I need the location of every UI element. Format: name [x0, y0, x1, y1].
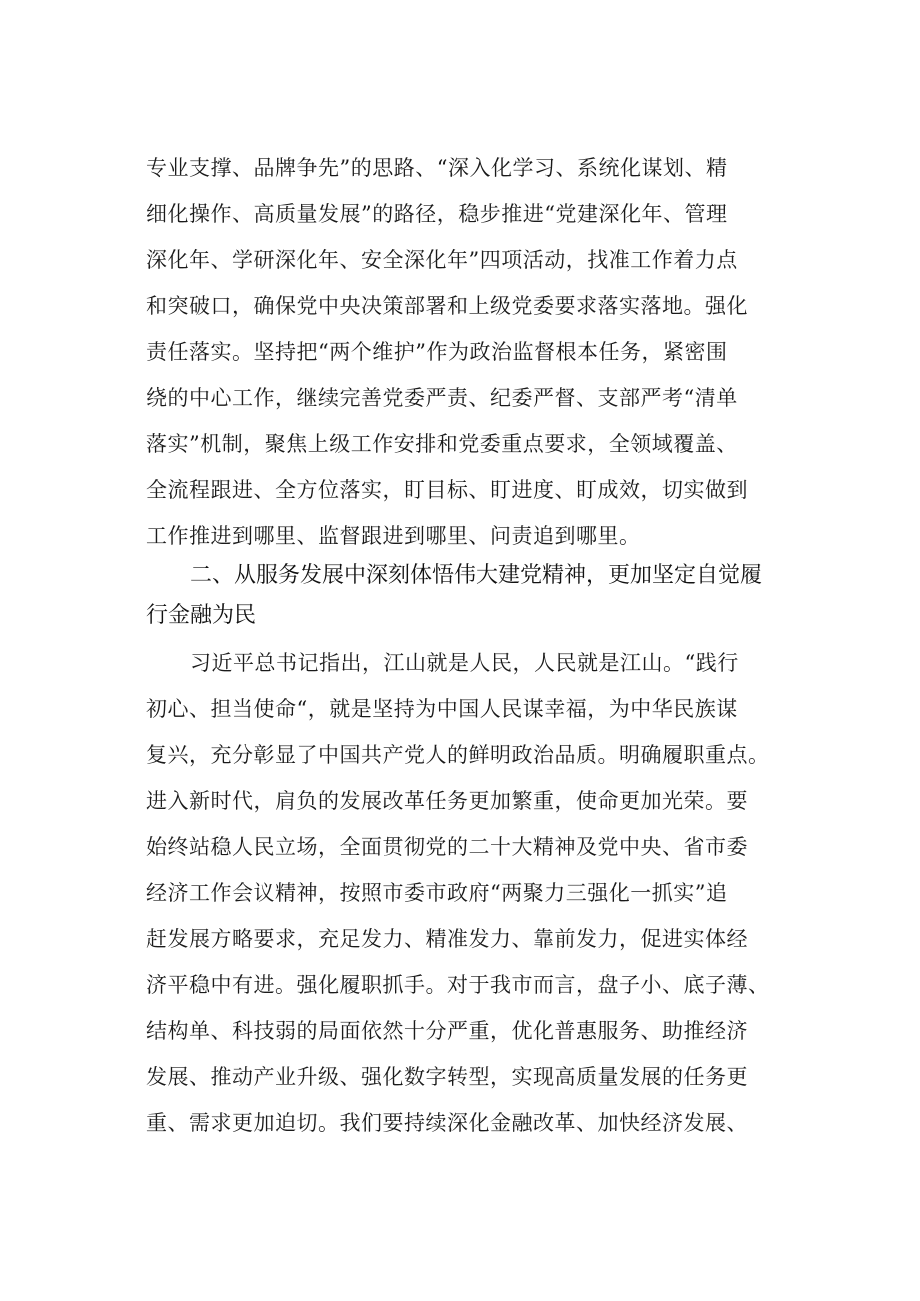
paragraph-line: 责任落实。坚持把“两个维护”作为政治监督根本任务，紧密围	[146, 340, 728, 364]
paragraph-line: 绕的中心工作，继续完善党委严责、纪委严督、支部严考“清单	[146, 386, 738, 410]
paragraph-line: 工作推进到哪里、监督跟进到哪里、问责追到哪里。	[146, 524, 641, 548]
paragraph-line: 深化年、学研深化年、安全深化年”四项活动，找准工作着力点	[146, 248, 738, 272]
paragraph-line: 赶发展方略要求，充足发力、精准发力、靠前发力，促进实体经	[146, 927, 748, 951]
paragraph-line: 复兴，充分彰显了中国共产党人的鲜明政治品质。明确履职重点。	[146, 743, 770, 767]
paragraph-line: 始终站稳人民立场，全面贯彻党的二十大精神及党中央、省市委	[146, 835, 748, 859]
paragraph-line: 济平稳中有进。强化履职抓手。对于我市而言，盘子小、底子薄、	[146, 973, 770, 997]
paragraph-line: 细化操作、高质量发展”的路径，稳步推进“党建深化年、管理	[146, 202, 728, 226]
paragraph-line: 经济工作会议精神，按照市委市政府“两聚力三强化一抓实”追	[146, 881, 728, 905]
heading-line: 行金融为民	[146, 603, 257, 628]
paragraph-line: 发展、推动产业升级、强化数字转型，实现高质量发展的任务更	[146, 1065, 748, 1089]
paragraph-line: 初心、担当使命“，就是坚持为中国人民谋幸福，为中华民族谋	[146, 697, 738, 721]
paragraph-line: 结构单、科技弱的局面依然十分严重，优化普惠服务、助推经济	[146, 1019, 748, 1043]
paragraph-line: 习近平总书记指出，江山就是人民，人民就是江山。“践行	[190, 651, 739, 675]
paragraph-line: 和突破口，确保党中央决策部署和上级党委要求落实落地。强化	[146, 294, 748, 318]
paragraph-line: 专业支撑、品牌争先”的思路、“深入化学习、系统化谋划、精	[146, 156, 728, 180]
paragraph-line: 全流程跟进、全方位落实，盯目标、盯进度、盯成效，切实做到	[146, 478, 748, 502]
paragraph-line: 落实”机制，聚焦上级工作安排和党委重点要求，全领域覆盖、	[146, 432, 738, 456]
paragraph-line: 进入新时代，肩负的发展改革任务更加繁重，使命更加光荣。要	[146, 789, 748, 813]
heading-line: 二、从服务发展中深刻体悟伟大建党精神，更加坚定自觉履	[190, 563, 763, 588]
paragraph-line: 重、需求更加迫切。我们要持续深化金融改革、加快经济发展、	[146, 1111, 748, 1135]
